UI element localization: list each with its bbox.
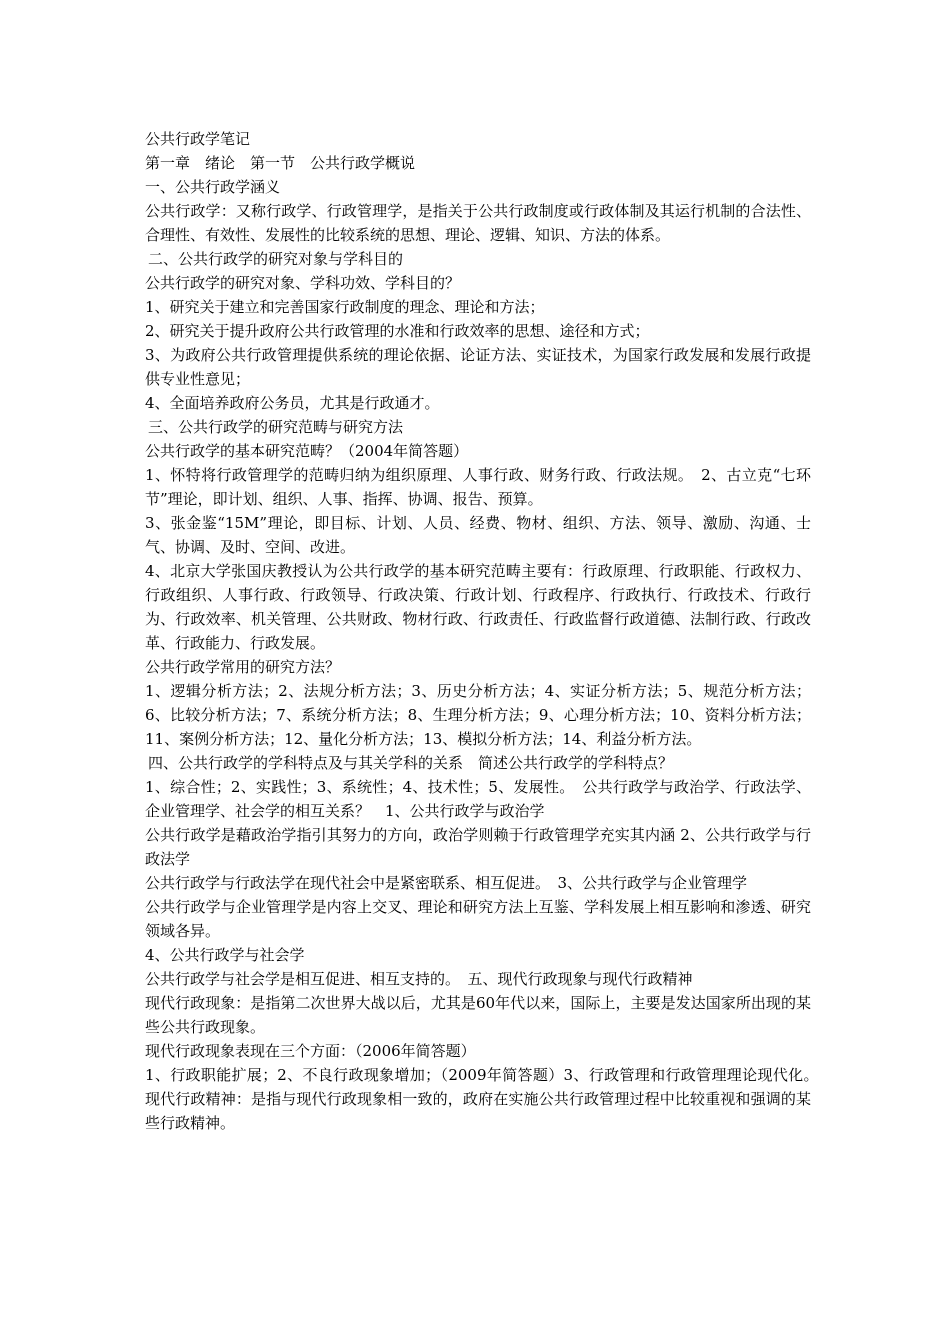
list-item: 4、全面培养政府公务员，尤其是行政通才。 bbox=[145, 394, 440, 412]
list-item: 1、怀特将行政管理学的范畴归纳为组织原理、人事行政、财务行政、行政法规。 2、古立克“七环节”理论，即计划、组织、人事、指挥、协调、报告、预算。 bbox=[145, 466, 811, 508]
list-item: 4、北京大学张国庆教授认为公共行政学的基本研究范畴主要有：行政原理、行政职能、行政权力、行政组织、人事行政、行政领导、行政决策、行政计划、行政程序、行政执行、行政技术、行政行为、行政效率、机关管理、公共财政、物材行政、行政责任、行政监督行政道德、法制行政、行政改革、行政能力、行政发展。 bbox=[145, 562, 811, 652]
body-paragraph: 公共行政学与社会学是相互促进、相互支持的。 五、现代行政现象与现代行政精神 bbox=[145, 970, 693, 988]
list-item: 3、为政府公共行政管理提供系统的理论依据、论证方法、实证技术，为国家行政发展和发展行政提供专业性意见； bbox=[145, 346, 811, 388]
body-paragraph: 现代行政现象：是指第二次世界大战以后，尤其是60年代以来，国际上，主要是发达国家所出现的某些公共行政现象。 bbox=[145, 994, 811, 1036]
body-paragraph: 公共行政学：又称行政学、行政管理学，是指关于公共行政制度或行政体制及其运行机制的合法性、合理性、有效性、发展性的比较系统的思想、理论、逻辑、知识、方法的体系。 bbox=[145, 202, 811, 244]
body-paragraph: 公共行政学与行政法学在现代社会中是紧密联系、相互促进。 3、公共行政学与企业管理学 bbox=[145, 874, 748, 892]
list-item: 1、研究关于建立和完善国家行政制度的理念、理论和方法； bbox=[145, 298, 545, 316]
list-item: 1、综合性；2、实践性；3、系统性；4、技术性；5、发展性。 公共行政学与政治学、行政法学、企业管理学、社会学的相互关系？ 1、公共行政学与政治学 bbox=[145, 778, 811, 820]
body-paragraph: 公共行政学是藉政治学指引其努力的方向，政治学则赖于行政管理学充实其内涵 2、公共行政学与行政法学 bbox=[145, 826, 811, 868]
list-item: 4、公共行政学与社会学 bbox=[145, 946, 305, 964]
list-item: 1、逻辑分析方法；2、法规分析方法；3、历史分析方法；4、实证分析方法；5、规范分析方法；6、比较分析方法；7、系统分析方法；8、生理分析方法；9、心理分析方法；10、资料分析方法；11、案例分析方法；12、量化分析方法；13、模拟分析方法；14、利益分析方法。 bbox=[145, 682, 811, 748]
section-heading: 四、公共行政学的学科特点及与其关学科的关系 简述公共行政学的学科特点？ bbox=[148, 754, 674, 772]
body-paragraph: 公共行政学与企业管理学是内容上交叉、理论和研究方法上互鉴、学科发展上相互影响和渗透、研究领域各异。 bbox=[145, 898, 811, 940]
question-line: 公共行政学常用的研究方法？ bbox=[145, 658, 341, 676]
chapter-heading: 第一章 绪论 第一节 公共行政学概说 bbox=[145, 154, 416, 172]
document-page bbox=[145, 127, 827, 1135]
section-heading: 二、公共行政学的研究对象与学科目的 bbox=[148, 250, 404, 268]
section-heading: 三、公共行政学的研究范畴与研究方法 bbox=[148, 418, 404, 436]
list-item: 2、研究关于提升政府公共行政管理的水准和行政效率的思想、途径和方式； bbox=[145, 322, 650, 340]
document-title: 公共行政学笔记 bbox=[145, 130, 251, 148]
body-paragraph: 1、行政职能扩展；2、不良行政现象增加；（2009年简答题）3、行政管理和行政管理理论现代化。 现代行政精神：是指与现代行政现象相一致的，政府在实施公共行政管理过程中比较重视和强调的某些行政精神。 bbox=[145, 1066, 827, 1132]
question-line: 公共行政学的研究对象、学科功效、学科目的？ bbox=[145, 274, 461, 292]
list-item: 3、张金鉴“15M”理论，即目标、计划、人员、经费、物材、组织、方法、领导、激励、沟通、士气、协调、及时、空间、改进。 bbox=[145, 514, 811, 556]
question-line: 公共行政学的基本研究范畴？（2004年简答题） bbox=[145, 442, 469, 460]
section-heading: 一、公共行政学涵义 bbox=[145, 178, 281, 196]
question-line: 现代行政现象表现在三个方面：（2006年简答题） bbox=[145, 1042, 476, 1060]
